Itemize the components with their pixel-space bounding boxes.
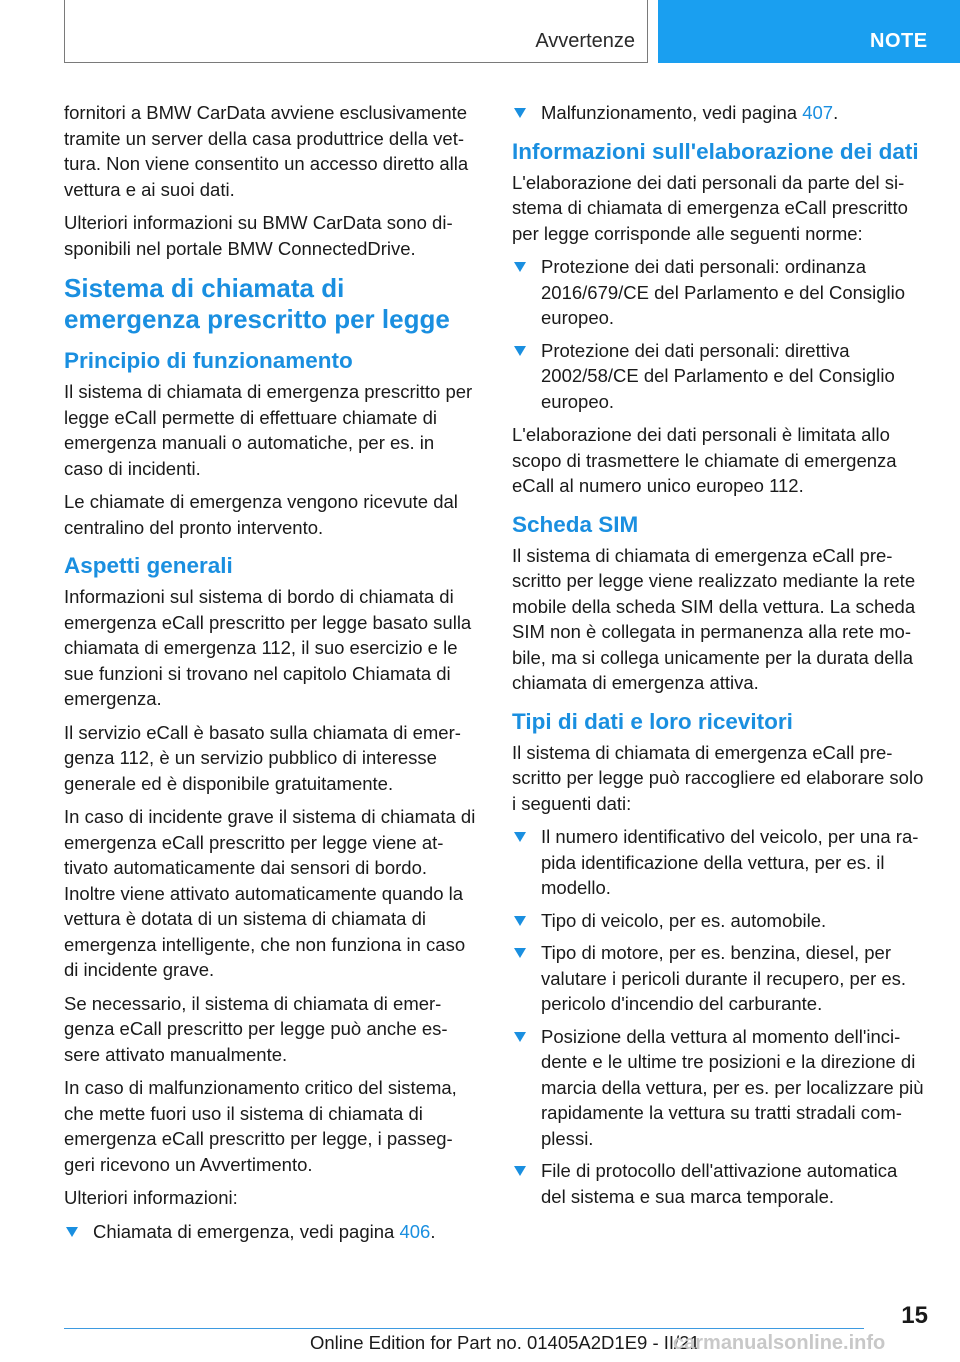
paragraph: Ulteriori informazioni: <box>64 1187 238 1208</box>
paragraph: L'elaborazione dei dati personali da parte del si-stema di chiamata di emergenza eCall prescritto per legge corrisponde alle seguenti norme: <box>512 171 908 244</box>
paragraph: In caso di malfunzionamento critico del sistema, che mette fuori uso il sistema di chiamata di emergenza eCall prescritto per legge, i passeg-geri ricevono un Avvertimento. <box>64 1077 457 1175</box>
list-item: Chiamata di emergenza, vedi pagina 406. <box>64 1219 478 1245</box>
list-item: File di protocollo dell'attivazione automatica del sistema e sua marca temporale. <box>512 1158 926 1209</box>
list-item: Malfunzionamento, vedi pagina 407. <box>512 100 926 126</box>
section-heading: Sistema di chiamata di emergenza prescritto per legge <box>64 273 450 334</box>
paragraph: In caso di incidente grave il sistema di chiamata di emergenza eCall prescritto per legge viene at-tivato automaticamente dai sensori di bordo. Inoltre viene attivato automaticamente quando la vettura è dotata di un sistema di chiamata di emergenza intelligente, che non funziona in caso di incidente grave. <box>64 806 476 980</box>
paragraph: Il sistema di chiamata di emergenza eCall pre-scritto per legge può raccogliere ed elaborare solo i seguenti dati: <box>512 741 924 814</box>
subsection-heading: Principio di funzionamento <box>64 348 353 373</box>
triangle-bullet-icon <box>514 832 526 842</box>
list-item: Tipo di veicolo, per es. automobile. <box>512 908 926 934</box>
chapter-tab[interactable] <box>658 0 960 63</box>
reference-list <box>64 1219 478 1245</box>
header-section-box <box>64 0 648 63</box>
triangle-bullet-icon <box>514 108 526 118</box>
reference-list <box>512 100 926 126</box>
footer-divider <box>64 1328 864 1329</box>
page-number: 15 <box>901 1302 928 1329</box>
watermark: carmanualsonline.info <box>673 1332 886 1354</box>
list-item: Protezione dei dati personali: direttiva 2002/58/CE del Parlamento e del Consiglio europeo. <box>512 338 926 415</box>
list-item: Posizione della vettura al momento dell'inci-dente e le ultime tre posizioni e la direzione di marcia della vettura, per es. per localizzare più rapidamente la vettura su tratti stradali com-plessi. <box>512 1024 926 1152</box>
list-item: Il numero identificativo del veicolo, per una ra-pida identificazione della vettura, per es. il modello. <box>512 824 926 901</box>
triangle-bullet-icon <box>514 346 526 356</box>
paragraph: Il sistema di chiamata di emergenza prescritto per legge eCall permette di effettuare chiamate di emergenza manuali o automatiche, per es. in caso di incidenti. <box>64 381 473 479</box>
left-column <box>64 100 478 1252</box>
section-title: Avvertenze <box>535 30 635 52</box>
right-column <box>512 100 926 1217</box>
subsection-heading: Tipi di dati e loro ricevitori <box>512 708 793 734</box>
list-item: Protezione dei dati personali: ordinanza 2016/679/CE del Parlamento e del Consiglio europeo. <box>512 254 926 331</box>
data-types-list <box>512 824 926 1209</box>
chapter-tab-label: NOTE <box>870 30 928 52</box>
triangle-bullet-icon <box>514 948 526 958</box>
subsection-heading: Informazioni sull'elaborazione dei dati <box>512 138 919 164</box>
page-link-407[interactable]: 407 <box>802 102 834 123</box>
paragraph: L'elaborazione dei dati personali è limitata allo scopo di trasmettere le chiamate di emergenza eCall al numero unico europeo 112. <box>512 424 897 496</box>
triangle-bullet-icon <box>514 262 526 272</box>
subsection-heading: Scheda SIM <box>512 511 639 537</box>
paragraph: Il sistema di chiamata di emergenza eCall pre-scritto per legge viene realizzato mediante la rete mobile della scheda SIM della vettura. La scheda SIM non è collegata in permanenza alla rete mo-bile, ma si collega unicamente per la durata della chiamata di emergenza attiva. <box>512 544 916 693</box>
regulation-list <box>512 254 926 414</box>
paragraph: Se necessario, il sistema di chiamata di emer-genza eCall prescritto per legge può anche es-sere attivato manualmente. <box>64 992 448 1065</box>
subsection-heading: Aspetti generali <box>64 553 233 578</box>
paragraph: Le chiamate di emergenza vengono ricevute dal centralino del pronto intervento. <box>64 491 458 538</box>
edition-text: Online Edition for Part no. 01405A2D1E9 - II/21 <box>310 1332 700 1353</box>
triangle-bullet-icon <box>514 1166 526 1176</box>
triangle-bullet-icon <box>514 1032 526 1042</box>
paragraph: Ulteriori informazioni su BMW CarData sono di-sponibili nel portale BMW ConnectedDrive. <box>64 212 453 259</box>
triangle-bullet-icon <box>514 916 526 926</box>
paragraph: Il servizio eCall è basato sulla chiamata di emer-genza 112, è un servizio pubblico di interesse generale ed è disponibile gratuitamente. <box>64 721 461 794</box>
paragraph: Informazioni sul sistema di bordo di chiamata di emergenza eCall prescritto per legge basato sulla chiamata di emergenza 112, il suo esercizio e le sue funzioni si trovano nel capitolo Chiamata di emergenza. <box>64 586 472 709</box>
paragraph: fornitori a BMW CarData avviene esclusivamente tramite un server della casa produttrice della vet-tura. Non viene consentito un accesso diretto alla vettura e ai suoi dati. <box>64 102 469 200</box>
triangle-bullet-icon <box>66 1227 78 1237</box>
list-item: Tipo di motore, per es. benzina, diesel, per valutare i pericoli durante il recupero, per es. pericolo d'incendio del carburante. <box>512 940 926 1017</box>
page-link-406[interactable]: 406 <box>399 1220 431 1242</box>
